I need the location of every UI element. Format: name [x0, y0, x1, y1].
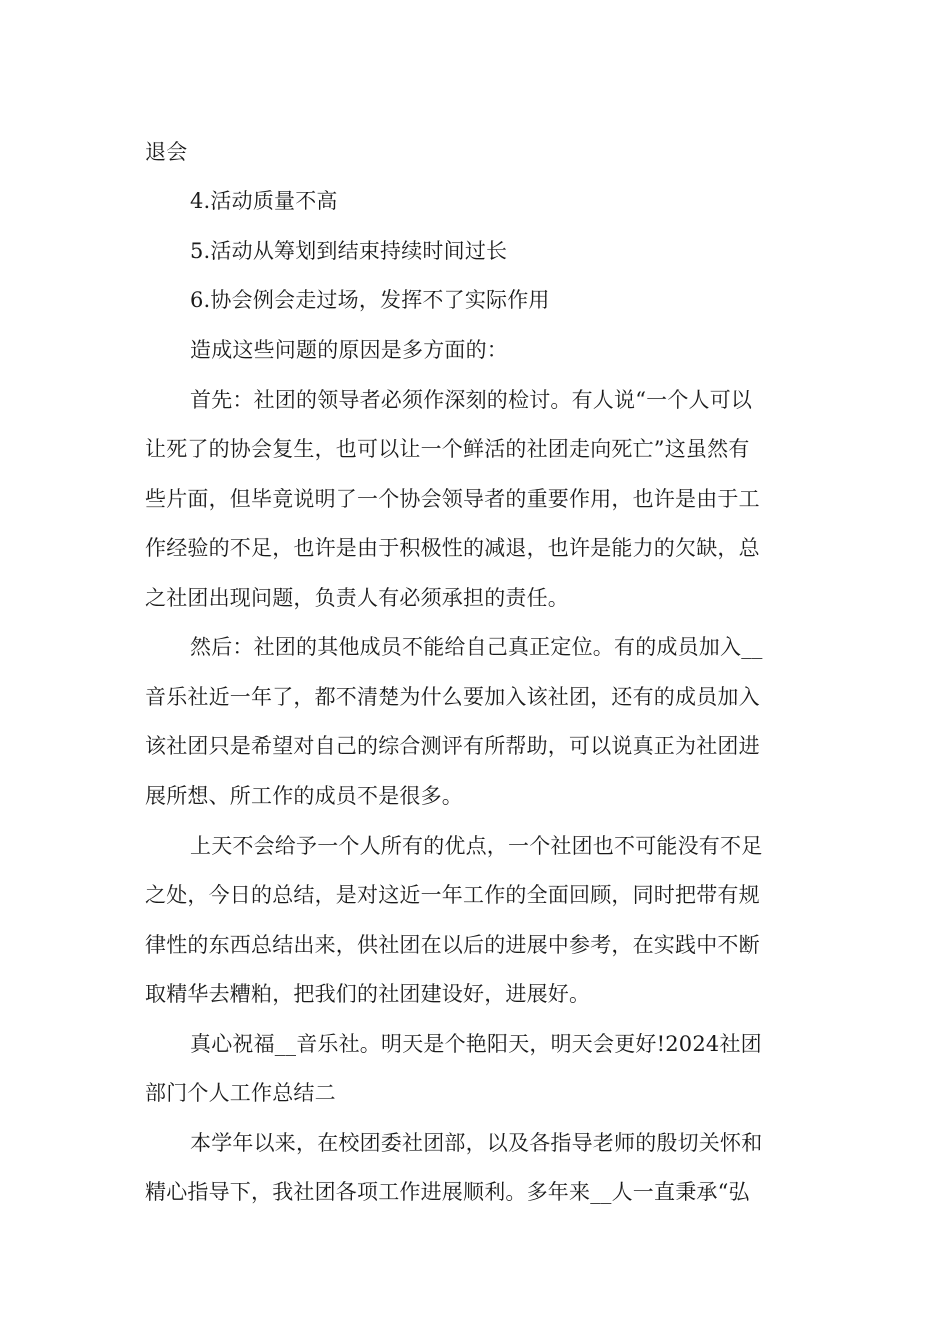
text-line: 律性的东西总结出来，供社团在以后的进展中参考，在实践中不断 [145, 933, 760, 957]
text-line: 精心指导下，我社团各项工作进展顺利。多年来__人一直秉承“弘 [145, 1180, 750, 1204]
text-line: 取精华去糟粕，把我们的社团建设好，进展好。 [145, 982, 591, 1006]
paragraph-start: 上天不会给予一个人所有的优点，一个社团也不可能没有不足 [190, 834, 763, 858]
list-item: 5.活动从筹划到结束持续时间过长 [190, 239, 508, 263]
list-item: 6.协会例会走过场，发挥不了实际作用 [190, 288, 550, 312]
text-line: 展所想、所工作的成员不是很多。 [145, 784, 463, 808]
paragraph-start: 造成这些问题的原因是多方面的： [190, 338, 508, 362]
section-heading: 部门个人工作总结二 [145, 1081, 336, 1105]
text-line: 之社团出现问题，负责人有必须承担的责任。 [145, 586, 569, 610]
text-line: 音乐社近一年了，都不清楚为什么要加入该社团，还有的成员加入 [145, 685, 760, 709]
paragraph-start: 然后：社团的其他成员不能给自己真正定位。有的成员加入__ [190, 635, 763, 659]
text-line: 些片面，但毕竟说明了一个协会领导者的重要作用，也许是由于工 [145, 487, 760, 511]
text-line: 让死了的协会复生，也可以让一个鲜活的社团走向死亡”这虽然有 [145, 437, 750, 461]
paragraph-start: 本学年以来，在校团委社团部，以及各指导老师的殷切关怀和 [190, 1131, 763, 1155]
text-line: 之处，今日的总结，是对这近一年工作的全面回顾，同时把带有规 [145, 883, 760, 907]
list-item: 4.活动质量不高 [190, 189, 338, 213]
text-line: 退会 [145, 140, 188, 164]
paragraph-start: 真心祝福__音乐社。明天是个艳阳天，明天会更好!2024社团 [190, 1032, 762, 1056]
paragraph-start: 首先：社团的领导者必须作深刻的检讨。有人说“一个人可以 [190, 388, 753, 412]
text-line: 作经验的不足，也许是由于积极性的减退，也许是能力的欠缺，总 [145, 536, 760, 560]
text-line: 该社团只是希望对自己的综合测评有所帮助，可以说真正为社团进 [145, 734, 760, 758]
